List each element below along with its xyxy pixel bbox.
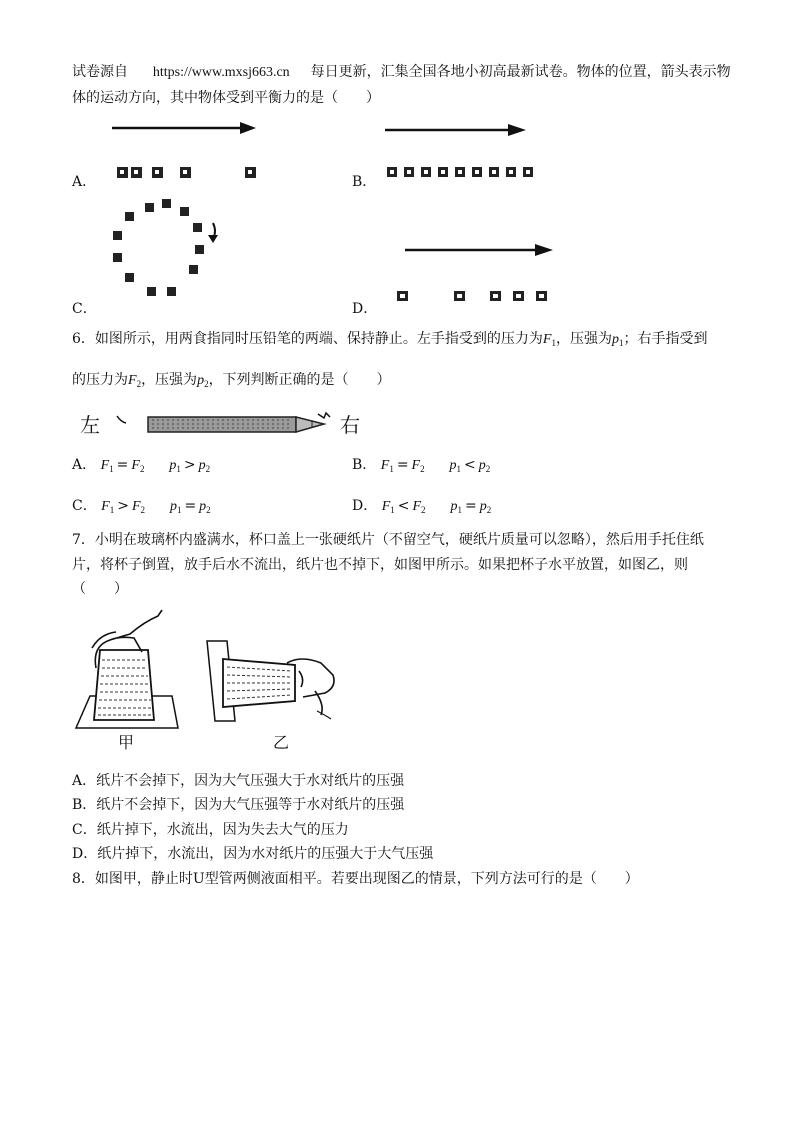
q5-stem-line1: 物体的位置，箭头表示物 <box>576 64 731 80</box>
q5-figure-a <box>100 110 270 190</box>
q5-stem-line2: 体的运动方向，其中物体受到平衡力的是（ ） <box>72 90 380 106</box>
object-positions <box>397 291 547 301</box>
q7-figure-yi <box>205 635 355 725</box>
figure-label-jia: 甲 <box>118 733 135 752</box>
q5-option-c[interactable]: C． <box>72 301 97 317</box>
source-url[interactable]: https://www.mxsj663.cn <box>152 65 290 80</box>
q6-option-b[interactable]: B． $F_1 = F_2$ $p_1 < p_2$ <box>352 457 491 474</box>
q6-text: ；右手指受到 <box>623 331 708 347</box>
q6-option-d[interactable]: D． $F_1 < F_2$ $p_1 = p_2$ <box>352 498 492 515</box>
q6-text: ，下列判断正确的是（ ） <box>208 372 391 388</box>
q7-option-a[interactable]: A．纸片不会掉下，因为大气压强大于水对纸片的压强 <box>72 773 405 789</box>
q6-text: ，压强为 <box>555 331 612 347</box>
header-line <box>72 62 731 83</box>
q6-option-a[interactable]: A． $F_1 = F_2$ $p_1 > p_2$ <box>72 457 211 474</box>
q7-option-d[interactable]: D．纸片掉下，水流出，因为水对纸片的压强大于大气压强 <box>72 846 434 862</box>
header-tagline: 每日更新，汇集全国各地小初高最新试卷。 <box>310 64 577 80</box>
figure-label-left: 左 <box>80 413 100 437</box>
q5-figure-d <box>395 235 565 305</box>
q5-figure-b <box>380 115 550 185</box>
object-positions <box>113 199 204 296</box>
q6-option-c[interactable]: C． $F_1 > F_2$ $p_1 = p_2$ <box>72 498 211 515</box>
q7-option-b[interactable]: B．纸片不会掉下，因为大气压强等于水对纸片的压强 <box>72 797 405 813</box>
source-label: 试卷源自 <box>72 64 128 80</box>
q7-figure-jia <box>72 608 202 733</box>
object-positions <box>117 167 256 178</box>
q7-option-c[interactable]: C．纸片掉下，水流出，因为失去大气的压力 <box>72 822 349 838</box>
arrow-head <box>508 124 526 136</box>
q5-option-b[interactable]: B． <box>352 174 377 190</box>
right-finger-mark <box>318 413 330 418</box>
figure-label-yi: 乙 <box>273 733 290 752</box>
pencil-figure <box>112 410 337 440</box>
q6-stem-line1 <box>72 329 707 353</box>
q6-text: 6．如图所示，用两食指同时压铅笔的两端、保持静止。左手指受到的压力为 <box>72 331 543 347</box>
object-positions <box>387 167 533 177</box>
symbol-f1: $F_1$ <box>542 332 556 348</box>
q7-stem-line1: 7．小明在玻璃杯内盛满水，杯口盖上一张硬纸片（不留空气，硬纸片质量可以忽略），然后用手托住纸 <box>72 532 704 548</box>
q5-option-a[interactable]: A． <box>72 174 97 190</box>
q5-figure-c <box>105 195 235 305</box>
q7-stem-line2: 片，将杯子倒置，放手后水不流出，纸片也不掉下，如图甲所示。如果把杯子水平放置，如图乙，则 <box>72 557 688 573</box>
left-finger-mark <box>117 416 126 423</box>
symbol-f2: $F_2$ <box>128 373 142 389</box>
q6-stem-line2 <box>72 370 391 394</box>
pencil-tip <box>296 417 324 432</box>
arrow-head <box>240 122 256 134</box>
q5-option-d[interactable]: D． <box>352 301 378 317</box>
q6-text: ，压强为 <box>141 372 198 388</box>
arrow-head <box>535 244 553 256</box>
q7-stem-line3: （ ） <box>72 581 128 597</box>
figure-label-right: 右 <box>340 413 360 437</box>
q6-text: 的压力为 <box>72 372 128 388</box>
symbol-p2: $p_2$ <box>197 373 209 389</box>
symbol-p1: $p_1$ <box>611 332 624 348</box>
q8-stem-line1: 8．如图甲，静止时U型管两侧液面相平。若要出现图乙的情景，下列方法可行的是（ ） <box>72 871 639 887</box>
